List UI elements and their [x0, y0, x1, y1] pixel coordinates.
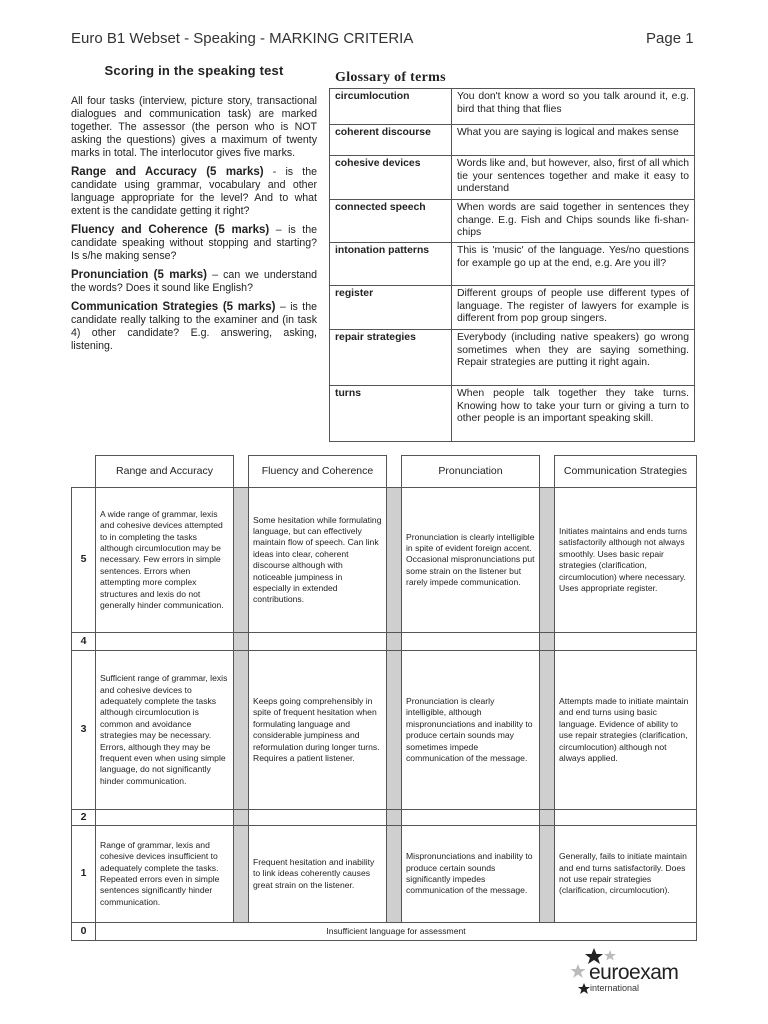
glossary-row	[330, 200, 695, 243]
glossary-row	[330, 89, 695, 125]
criteria-cell	[96, 810, 234, 826]
glossary-term: repair strategies	[330, 330, 452, 386]
glossary-definition: This is 'music' of the language. Yes/no questions for example go up at the end, e.g. Are you ill?	[452, 243, 695, 286]
criteria-cell: Some hesitation while formulating language, but can effectively maintain flow of speech. Can link ideas into clear, coherent discourse although with noticeable jumpiness in especially in extended contributions.	[249, 488, 387, 633]
criterion-text: – can we understand the words? Does it sound like English?	[71, 269, 317, 294]
criteria-cell	[555, 633, 697, 651]
criteria-cell: Range of grammar, lexis and cohesive devices insufficient to adequately complete the tasks. Repeated errors even in simple sentences significantly hinder communication.	[96, 826, 234, 923]
glossary-definition: When words are said together in sentences they change. E.g. Fish and Chips sounds like fi-shan-chips	[452, 200, 695, 243]
glossary-definition: Everybody (including native speakers) go wrong sometimes when they are saying something. Repair strategies are putting it right again.	[452, 330, 695, 386]
criteria-cell: Generally, fails to initiate maintain and end turns satisfactorily. Does not use repair strategies (clarification, circumlocution).	[555, 826, 697, 923]
glossary-row	[330, 286, 695, 330]
criterion-pronunciation	[71, 269, 317, 295]
band-row	[72, 810, 697, 826]
glossary-row	[330, 156, 695, 200]
criteria-cell	[402, 810, 540, 826]
band-row	[72, 633, 697, 651]
document-title: Euro B1 Webset - Speaking - MARKING CRITERIA	[71, 30, 414, 47]
criterion-text: – is the candidate really talking to the examiner and (in task 4) other candidate? E.g. answering, asking, listening.	[71, 301, 317, 352]
glossary-definition: When people talk together they take turns. Knowing how to take your turn or giving a turn to other people is an important speaking skill.	[452, 386, 695, 442]
glossary-term: register	[330, 286, 452, 330]
criteria-cell: Keeps going comprehensibly in spite of frequent hesitation when formulating language and considerable jumpiness and reformulation during longer turns. Requires a patient listener.	[249, 651, 387, 810]
insufficient-cell: Insufficient language for assessment	[96, 922, 697, 940]
column-separator	[234, 651, 249, 810]
marking-criteria-table	[71, 455, 697, 941]
glossary-term: coherent discourse	[330, 125, 452, 156]
glossary-definition: What you are saying is logical and makes sense	[452, 125, 695, 156]
glossary-table	[329, 88, 695, 442]
column-separator	[387, 651, 402, 810]
column-header: Range and Accuracy	[96, 456, 234, 488]
criteria-cell	[249, 633, 387, 651]
column-separator	[387, 488, 402, 633]
glossary-title: Glossary of terms	[335, 70, 446, 85]
column-separator	[540, 810, 555, 826]
criteria-cell	[555, 810, 697, 826]
glossary-row	[330, 330, 695, 386]
band-number: 3	[72, 651, 96, 810]
criterion-title: Pronunciation (5 marks)	[71, 269, 207, 281]
band-row	[72, 922, 697, 940]
criteria-cell: Initiates maintains and ends turns satisfactorily although not always smoothly. Uses basic repair strategies (clarification, circumlocution) where necessary. Uses appropriate register.	[555, 488, 697, 633]
criteria-cell: Frequent hesitation and inability to link ideas coherently causes great strain on the listener.	[249, 826, 387, 923]
criteria-header-row	[72, 456, 697, 488]
scoring-heading: Scoring in the speaking test	[104, 63, 284, 78]
glossary-term: connected speech	[330, 200, 452, 243]
criteria-cell: Pronunciation is clearly intelligible, although mispronunciations and inability to produce certain sounds may sometimes impede communication of the message.	[402, 651, 540, 810]
logo-wordmark: euroexam	[589, 961, 679, 984]
scoring-intro: All four tasks (interview, picture story, transactional dialogues and communication task) are marked together. The assessor (the person who is NOT asking the questions) gives a maximum of twenty marks in total. The interlocutor gives five marks.	[71, 95, 317, 159]
criteria-cell: Sufficient range of grammar, lexis and cohesive devices to adequately complete the tasks although circumlocution is common and avoidance strategies may be necessary. Errors, although they may be frequent even when using simple language, do not significantly hinder communication.	[96, 651, 234, 810]
column-header: Pronunciation	[402, 456, 540, 488]
column-separator	[387, 826, 402, 923]
criterion-text: – is the candidate speaking without stopping and starting? Is s/he making sense?	[71, 224, 317, 262]
glossary-row	[330, 243, 695, 286]
band-row	[72, 651, 697, 810]
criteria-cell	[96, 633, 234, 651]
criteria-cell: Mispronunciations and inability to produce certain sounds significantly impedes communication of the message.	[402, 826, 540, 923]
glossary-term: intonation patterns	[330, 243, 452, 286]
band-number: 1	[72, 826, 96, 923]
criterion-title: Range and Accuracy (5 marks)	[71, 166, 264, 178]
column-header: Fluency and Coherence	[249, 456, 387, 488]
glossary-term: turns	[330, 386, 452, 442]
column-separator	[234, 826, 249, 923]
column-separator	[387, 633, 402, 651]
criterion-title: Fluency and Coherence (5 marks)	[71, 224, 270, 236]
criteria-cell: Attempts made to initiate maintain and end turns using basic language. Evidence of ability to use repair strategies (clarification, circumlocution) although not always applied.	[555, 651, 697, 810]
band-number: 0	[72, 922, 96, 940]
column-separator	[540, 651, 555, 810]
criteria-cell: Pronunciation is clearly intelligible in spite of evident foreign accent. Occasional mispronunciations put some strain on the listener but rarely impede communication.	[402, 488, 540, 633]
glossary-row	[330, 386, 695, 442]
criterion-communication-strategies	[71, 301, 317, 353]
logo-subtitle: international	[590, 983, 640, 993]
page-number: Page 1	[646, 30, 694, 47]
criteria-cell	[402, 633, 540, 651]
scoring-section	[71, 64, 317, 359]
glossary-definition: Different groups of people use different types of language. The register of lawyers for example is different from pop group singers.	[452, 286, 695, 330]
glossary-term: cohesive devices	[330, 156, 452, 200]
criterion-fluency-coherence	[71, 224, 317, 263]
criterion-text: - is the candidate using grammar, vocabulary and other language appropriate for the level? And to what extent is the candidate getting it right?	[71, 166, 317, 217]
band-number: 5	[72, 488, 96, 633]
glossary-definition: Words like and, but however, also, first of all which tie your sentences together and make it easy to understand	[452, 156, 695, 200]
column-separator	[540, 826, 555, 923]
glossary-term: circumlocution	[330, 89, 452, 125]
band-row	[72, 488, 697, 633]
column-header: Communication Strategies	[555, 456, 697, 488]
band-number: 4	[72, 633, 96, 651]
column-separator	[234, 488, 249, 633]
glossary-row	[330, 125, 695, 156]
column-separator	[234, 633, 249, 651]
criterion-title: Communication Strategies (5 marks)	[71, 301, 276, 313]
column-separator	[540, 488, 555, 633]
band-number: 2	[72, 810, 96, 826]
column-separator	[234, 810, 249, 826]
column-separator	[540, 633, 555, 651]
band-row	[72, 826, 697, 923]
column-separator	[387, 810, 402, 826]
criteria-cell: A wide range of grammar, lexis and cohesive devices attempted to in completing the tasks although circumlocution may be necessary. Few errors in simple sentences. Errors when attempting more complex structures and lexis do not generally hinder communication.	[96, 488, 234, 633]
criterion-range-accuracy	[71, 166, 317, 218]
glossary-definition: You don't know a word so you talk around it, e.g. bird that thing that flies	[452, 89, 695, 125]
criteria-cell	[249, 810, 387, 826]
